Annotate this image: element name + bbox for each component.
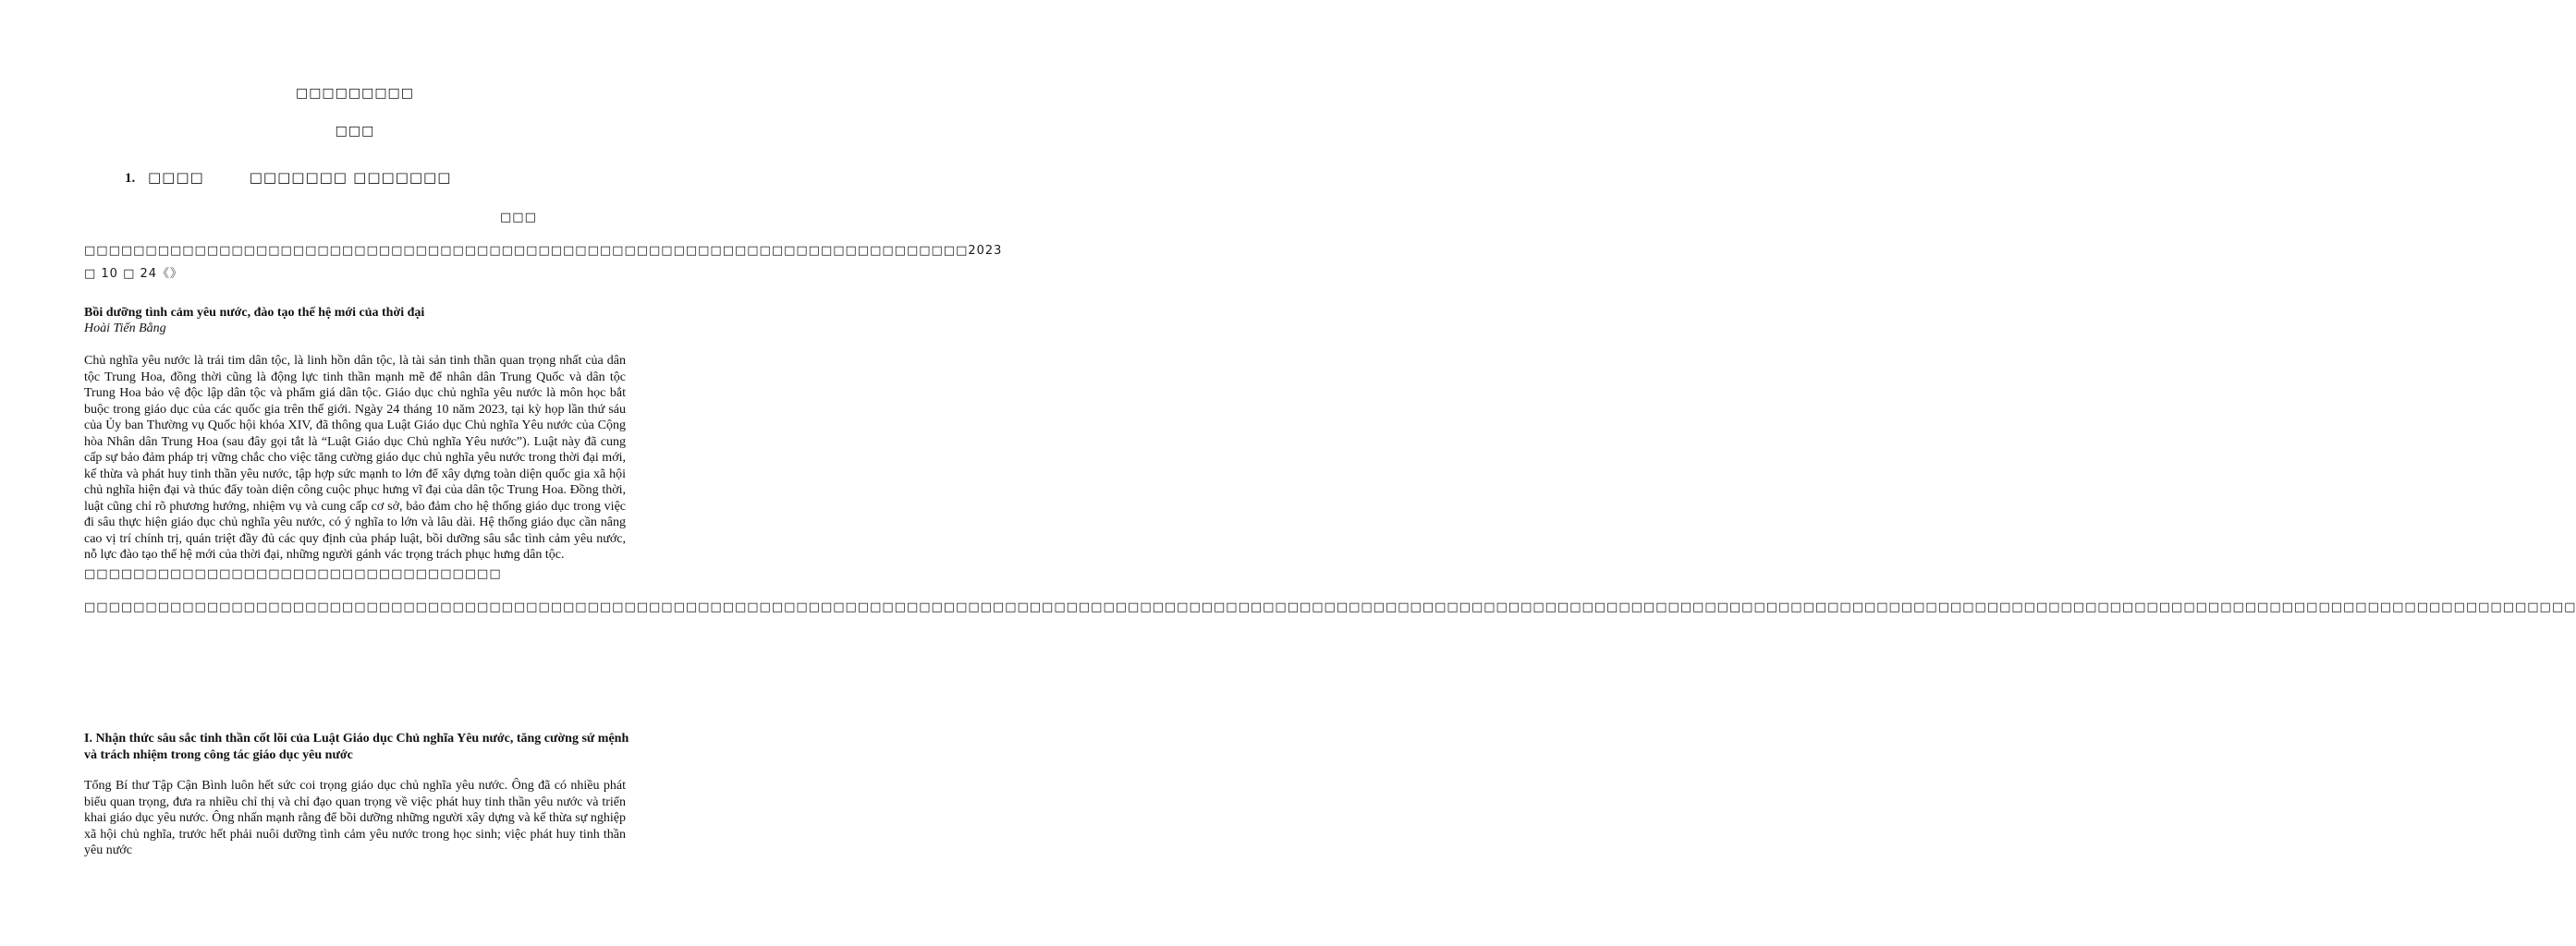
document-title: □□□□□□□□□ [295, 86, 415, 101]
section-number: 1. [125, 171, 136, 186]
article-author: Hoài Tiến Bằng [84, 321, 166, 335]
article-paragraph: Chủ nghĩa yêu nước là trái tim dân tộc, là linh hồn dân tộc, là tài sản tinh thần quan trọng nhất của dân tộc Trung Hoa, đồng thời cũng là động lực tinh thần mạnh mẽ để nhân dân Trung Quốc và dân tộc Trung Hoa bảo vệ độc lập dân tộc và phẩm giá dân tộc. Giáo dục chủ nghĩa yêu nước là môn học bắt buộc trong giáo dục của các quốc gia trên thế giới. Ngày 24 tháng 10 năm 2023, tại kỳ họp lần thứ sáu của Ủy ban Thường vụ Quốc hội khóa XIV, đã thông qua Luật Giáo dục Chủ nghĩa Yêu nước của Cộng hòa Nhân dân Trung Hoa (sau đây gọi tắt là “Luật Giáo dục Chủ nghĩa Yêu nước”). Luật này đã cung cấp sự bảo đảm pháp trị vững chắc cho việc tăng cường giáo dục chủ nghĩa yêu nước trong thời đại mới, kế thừa và phát huy tinh thần yêu nước, tập hợp sức mạnh to lớn để xây dựng toàn diện quốc gia xã hội chủ nghĩa hiện đại và thúc đẩy toàn diện công cuộc phục hưng vĩ đại của dân tộc Trung Hoa. Đồng thời, luật cũng chỉ rõ phương hướng, nhiệm vụ và cung cấp cơ sở, bảo đảm cho hệ thống giáo dục trong việc đi sâu thực hiện giáo dục chủ nghĩa yêu nước, có ý nghĩa to lớn và lâu dài. Hệ thống giáo dục cần nâng cao vị trí chính trị, quán triệt đầy đủ các quy định của pháp luật, bồi dưỡng sâu sắc tình cảm yêu nước, nỗ lực đào tạo thế hệ mới của thời đại, những người gánh vác trọng trách phục hưng dân tộc. [84, 354, 626, 562]
section-title: I. Nhận thức sâu sắc tinh thần cốt lõi của Luật Giáo dục Chủ nghĩa Yêu nước, tăng cường sứ mệnh và trách nhiệm trong công tác giáo dục yêu nước [84, 732, 629, 762]
article-title: Bồi dưỡng tình cảm yêu nước, đào tạo thế hệ mới của thời đại [84, 306, 425, 320]
intro-paragraph-cjk: □□□□□□□□□□□□□□□□□□□□□□□□□□□□□□□□□□□□□□□□□□□□□□□□□□□□□□□□□□□□□□□□□□□□□□□□2023 □ 10 □ 24《》 [84, 244, 1003, 281]
section-heading-part2: □□□□□□□ □□□□□□□ [249, 169, 452, 186]
section-heading [125, 169, 451, 187]
cjk-heading: □□□□□□□□□□□□□□□□□□□□□□□□□□□□□□□□□□ [84, 567, 502, 581]
author-mark: □□□ [500, 211, 537, 224]
article-paragraph-2: Tổng Bí thư Tập Cận Bình luôn hết sức coi trọng giáo dục chủ nghĩa yêu nước. Ông đã có nhiều phát biểu quan trọng, đưa ra nhiều chỉ thị và chỉ đạo quan trọng về việc phát huy tinh thần yêu nước và triển khai giáo dục yêu nước. Ông nhấn mạnh rằng để bồi dưỡng những người xây dựng và kế thừa sự nghiệp xã hội chủ nghĩa, trước hết phải nuôi dưỡng tình cảm yêu nước trong học sinh; việc phát huy tinh thần yêu nước [84, 779, 626, 857]
cjk-paragraph: □□□□□□□□□□□□□□□□□□□□□□□□□□□□□□□□□□□□□□□□□□□□□□□□□□□□□□□□□□□□□□□□□□□□□□□□□□□□□□□□□□□□□□□□□□□□□□□□□□□□□□□□□□□□□□□□□□□□□□□□□□□□□□□□□□□□□□□□□□□□□□□□□□□□□□□□□□□□□□□□□□□□□□□□□□□□□□□□□□□□□□□□□□□□□□□□□□□□□□□□□□□ [84, 600, 2576, 614]
document-subtitle: □□□ [335, 124, 375, 139]
section-heading-part1: □□□□ [148, 169, 204, 186]
